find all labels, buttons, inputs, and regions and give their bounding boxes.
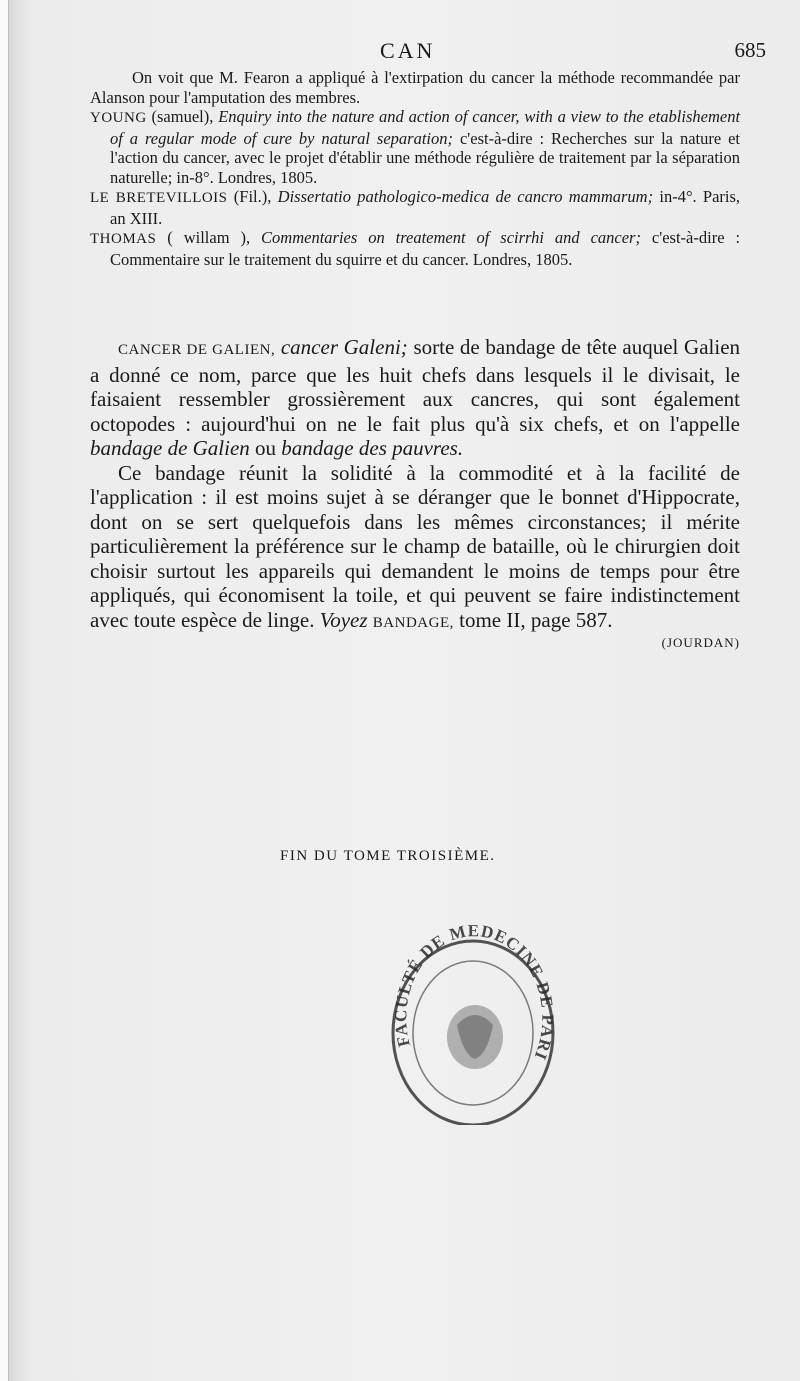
page-number: 685	[734, 38, 766, 62]
bibliography-entry-young	[90, 107, 740, 187]
bibliography-entry-thomas	[90, 228, 740, 269]
italic-term: bandage des pauvres.	[281, 436, 464, 460]
entry-title: Commentaries on treatement of scirrhi and cancer;	[261, 228, 641, 247]
article-paragraph-1	[90, 335, 740, 461]
library-stamp	[385, 925, 565, 1125]
entry-author-detail: (samuel),	[151, 107, 214, 126]
entry-author: THOMAS	[90, 231, 157, 247]
running-title: CAN	[380, 38, 436, 63]
paragraph-text: Ce bandage réunit la solidité à la commodité et à la facilité de l'application : il est moins sujet à se déranger que le bonnet d'Hippocrate, dont on se sert quelquefois dans les mêmes circonstances; il mérite particulièrement la préférence sur le champ de bataille, où le chirurgien doit choisir surtout les appareils qui demandent le moins de temps pour être appliqués, qui économisent la toile, et qui peuvent se faire indistinctement avec toute espèce de linge.	[90, 460, 740, 632]
running-header	[0, 38, 800, 68]
article-headword: CANCER DE GALIEN,	[118, 342, 276, 358]
bibliography-intro: On voit que M. Fearon a appliqué à l'extirpation du cancer la méthode recommandée par Alanson pour l'amputation des membres.	[90, 68, 740, 107]
paragraph-text: sorte de bandage de tête auquel Galien a donné ce nom, parce que les huit chefs dans lesquels il le divisait, le faisaient ressembler grossièrement aux cancres, qui sont également octopodes : aujourd'hui on ne le fait plus qu'à six chefs, et on l'appelle	[90, 335, 741, 436]
paragraph-text: tome II, page 587.	[459, 607, 613, 632]
bibliography-section	[90, 68, 740, 269]
entry-author: LE BRETEVILLOIS	[90, 190, 228, 206]
entry-title: Enquiry into the nature and action of cancer, with a view to the etablishement of a regular mode of cure by natural separation;	[110, 107, 741, 148]
cross-reference: BANDAGE,	[372, 614, 454, 631]
see-also-label: Voyez	[319, 607, 368, 632]
entry-author-detail: (Fil.),	[233, 187, 272, 206]
article-paragraph-2	[90, 461, 740, 636]
article-latin-term: cancer Galeni;	[280, 335, 408, 359]
entry-author: YOUNG	[90, 110, 147, 126]
entry-author-detail: ( willam ),	[167, 228, 251, 247]
author-signature: (JOURDAN)	[661, 635, 740, 650]
entry-title: Dissertatio pathologico-medica de cancro mammarum;	[277, 187, 654, 206]
entry-rest: in-4°. Paris, an XIII.	[110, 187, 741, 228]
paragraph-text: ou	[255, 436, 277, 460]
entry-rest: c'est-à-dire : Recherches sur la nature et l'action du cancer, avec le projet d'établir une méthode régulière de traitement par la séparation naturelle; in-8°. Londres, 1805.	[110, 128, 741, 187]
entry-rest: c'est-à-dire : Commentaire sur le traitement du squirre et du cancer. Londres, 1805.	[110, 228, 741, 269]
article-section	[90, 335, 740, 656]
bibliography-entry-le-bretevillois	[90, 187, 740, 228]
svg-text:FACULTÉ DE MÉDECINE DE PARIS: FACULTÉ DE MÉDECINE DE PARI	[391, 925, 558, 1064]
page-edge	[0, 0, 9, 1381]
italic-term: bandage de Galien	[90, 436, 250, 460]
stamp-seal-icon	[385, 925, 565, 1125]
colophon: FIN DU TOME TROISIÈME.	[280, 848, 496, 864]
